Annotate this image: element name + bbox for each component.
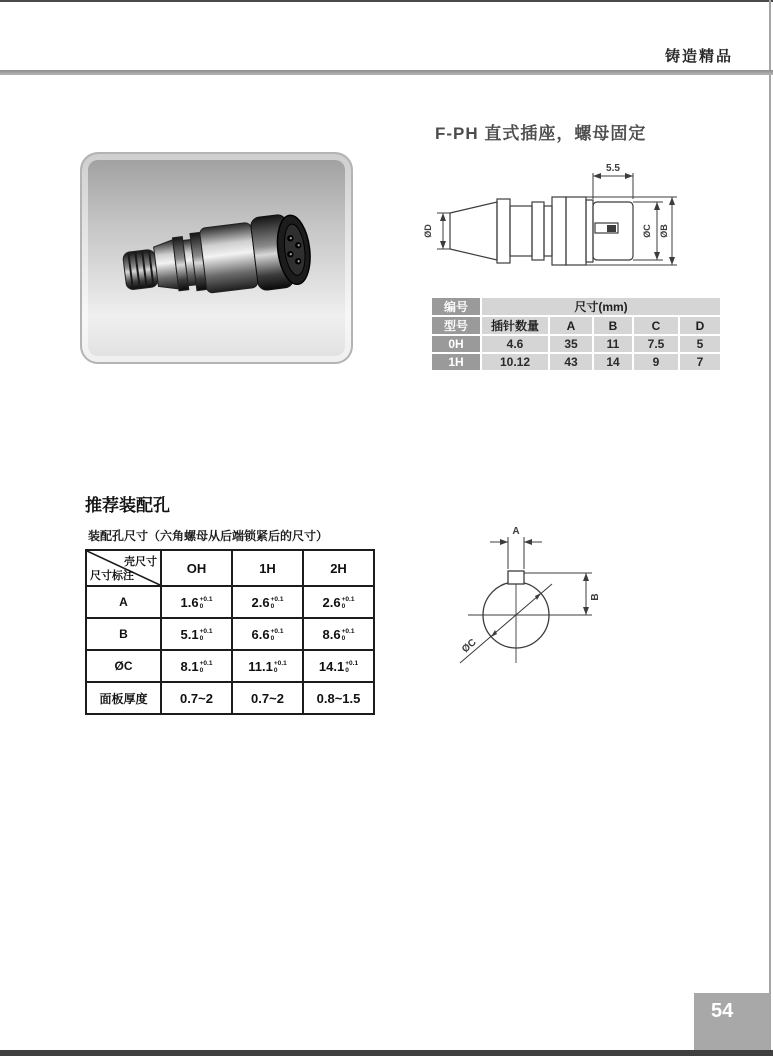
connector-photo [110, 198, 328, 320]
spec-dim-header: 尺寸(mm) [482, 298, 720, 315]
hole-dim-b-label: B [590, 593, 601, 601]
table-row [86, 618, 374, 650]
spec-cell: 14 [594, 354, 632, 370]
spec-col-header: D [680, 317, 720, 334]
mount-row-label: 面板厚度 [86, 682, 161, 714]
mount-col-header: 1H [232, 550, 303, 586]
mounting-table [85, 549, 375, 715]
page-number: 54 [694, 993, 770, 1056]
corner-top-label: 壳尺寸 [124, 556, 157, 568]
mount-row-label: ØC [86, 650, 161, 682]
brand-label: 铸造精品 [664, 48, 733, 65]
spec-col-header: 插针数量 [482, 317, 548, 334]
mount-cell: 8.6 +0.1 0 [303, 618, 374, 650]
product-photo-card [80, 152, 353, 364]
table-row [86, 682, 374, 714]
spec-col-header: B [594, 317, 632, 334]
spec-cell: 11 [594, 336, 632, 352]
dim-oc-label: ØC [642, 224, 652, 238]
connector-body [120, 211, 314, 306]
spec-cell: 35 [550, 336, 592, 352]
mount-cell: 0.7~2 [161, 682, 232, 714]
mount-col-header: 2H [303, 550, 374, 586]
mount-row-label: A [86, 586, 161, 618]
spec-cell: 5 [680, 336, 720, 352]
dim-od-label: ØD [423, 224, 433, 238]
dim-5-5-label: 5.5 [606, 163, 620, 174]
mount-cell: 6.6 +0.1 0 [232, 618, 303, 650]
hole-dim-a-label: A [512, 526, 520, 537]
spec-col-header: 型号 [432, 317, 480, 334]
spec-col-header: C [634, 317, 678, 334]
mount-cell: 0.7~2 [232, 682, 303, 714]
mount-cell: 1.6 +0.1 0 [161, 586, 232, 618]
header-rule [0, 70, 773, 75]
hole-dim-oc-label: ØC [460, 637, 479, 656]
spec-cell: 4.6 [482, 336, 548, 352]
page-top-border [0, 0, 773, 2]
dim-ob-label: ØB [659, 224, 669, 238]
table-row [432, 336, 720, 352]
spec-cell: 0H [432, 336, 480, 352]
mount-col-header: OH [161, 550, 232, 586]
mounting-heading: 推荐装配孔 [85, 496, 170, 515]
table-row [432, 354, 720, 370]
mount-cell: 2.6 +0.1 0 [303, 586, 374, 618]
table-row [432, 317, 720, 334]
table-row [86, 650, 374, 682]
mount-cell: 14.1 +0.1 0 [303, 650, 374, 682]
spec-cell: 9 [634, 354, 678, 370]
spec-cell: 1H [432, 354, 480, 370]
spec-cell: 7 [680, 354, 720, 370]
table-row [86, 550, 374, 586]
spec-corner-header: 编号 [432, 298, 480, 315]
page-right-border [769, 0, 771, 1056]
mount-corner-cell [86, 550, 161, 586]
mount-cell: 11.1 +0.1 0 [232, 650, 303, 682]
page-title: F-PH 直式插座，螺母固定 [435, 124, 647, 143]
spec-cell: 10.12 [482, 354, 548, 370]
spec-cell: 43 [550, 354, 592, 370]
page-bottom-bar [0, 1050, 773, 1056]
dimension-drawing [420, 161, 682, 301]
mount-cell: 8.1 +0.1 0 [161, 650, 232, 682]
table-row [86, 586, 374, 618]
spec-col-header: A [550, 317, 592, 334]
corner-bottom-label: 尺寸标注 [90, 570, 134, 582]
mount-row-label: B [86, 618, 161, 650]
mounting-subtitle: 装配孔尺寸（六角螺母从后端锁紧后的尺寸） [88, 529, 329, 543]
table-row [432, 298, 720, 315]
mounting-hole-drawing [440, 515, 640, 690]
mount-cell: 5.1 +0.1 0 [161, 618, 232, 650]
mount-cell: 2.6 +0.1 0 [232, 586, 303, 618]
spec-cell: 7.5 [634, 336, 678, 352]
mount-cell: 0.8~1.5 [303, 682, 374, 714]
spec-table [430, 296, 722, 372]
